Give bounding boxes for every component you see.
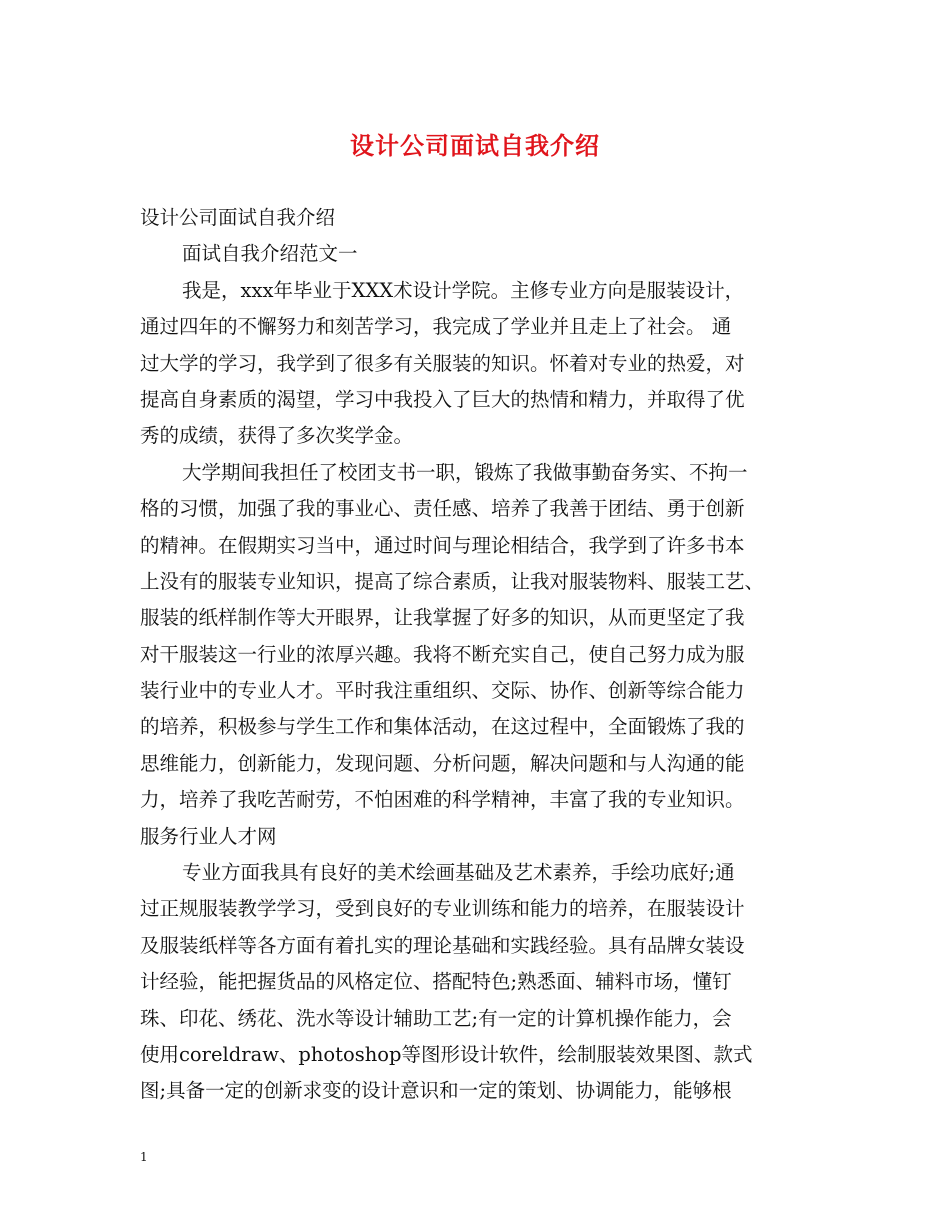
- text-line: 图;具备一定的创新求变的设计意识和一定的策划、协调能力，能够根: [140, 1079, 732, 1103]
- text-line: 格的习惯，加强了我的事业心、责任感、培养了我善于团结、勇于创新: [140, 497, 745, 521]
- text-line: 服装的纸样制作等大开眼界，让我掌握了好多的知识，从而更坚定了我: [140, 606, 745, 630]
- text-line: 提高自身素质的渴望，学习中我投入了巨大的热情和精力，并取得了优: [140, 387, 745, 411]
- text-line: 秀的成绩，获得了多次奖学金。: [140, 424, 414, 448]
- text-line: 大学期间我担任了校团支书一职，锻炼了我做事勤奋务实、不拘一: [182, 460, 748, 484]
- page-number: 1: [140, 1150, 148, 1164]
- text-line: 及服装纸样等各方面有着扎实的理论基础和实践经验。具有品牌女装设: [140, 933, 745, 957]
- text-line: 过大学的学习，我学到了很多有关服装的知识。怀着对专业的热爱，对: [140, 351, 745, 375]
- text-line: 的精神。在假期实习当中，通过时间与理论相结合，我学到了许多书本: [140, 533, 745, 557]
- text-line: 使用coreldraw、photoshop等图形设计软件，绘制服装效果图、款式: [140, 1042, 753, 1066]
- text-line: 思维能力，创新能力，发现问题、分析问题，解决问题和与人沟通的能: [140, 751, 745, 775]
- text-line: 对干服装这一行业的浓厚兴趣。我将不断充实自己，使自己努力成为服: [140, 642, 745, 666]
- text-line: 过正规服装教学学习，受到良好的专业训练和能力的培养，在服装设计: [140, 897, 745, 921]
- text-line: 的培养，积极参与学生工作和集体活动，在这过程中，全面锻炼了我的: [140, 715, 745, 739]
- text-line: 装行业中的专业人才。平时我注重组织、交际、协作、创新等综合能力: [140, 679, 745, 703]
- text-line: 珠、印花、绣花、洗水等设计辅助工艺;有一定的计算机操作能力，会: [140, 1006, 732, 1030]
- text-line: 力，培养了我吃苦耐劳，不怕困难的科学精神，丰富了我的专业知识。: [140, 788, 745, 812]
- text-line: 上没有的服装专业知识，提高了综合素质，让我对服装物料、服装工艺、: [140, 569, 765, 593]
- text-line-subheading: 面试自我介绍范文一: [182, 242, 358, 266]
- text-line: 我是，xxx年毕业于XXX术设计学院。主修专业方向是服装设计，: [182, 278, 745, 302]
- text-line: 通过四年的不懈努力和刻苦学习，我完成了学业并且走上了社会。 通: [140, 315, 732, 339]
- text-line-heading: 设计公司面试自我介绍: [140, 206, 336, 229]
- text-line: 计经验，能把握货品的风格定位、搭配特色;熟悉面、辅料市场，懂钉: [140, 970, 732, 994]
- text-line: 专业方面我具有良好的美术绘画基础及艺术素养，手绘功底好;通: [182, 861, 735, 885]
- document-title: 设计公司面试自我介绍: [350, 132, 600, 160]
- document-body: [140, 200, 820, 1110]
- text-line: 服务行业人才网: [140, 824, 277, 848]
